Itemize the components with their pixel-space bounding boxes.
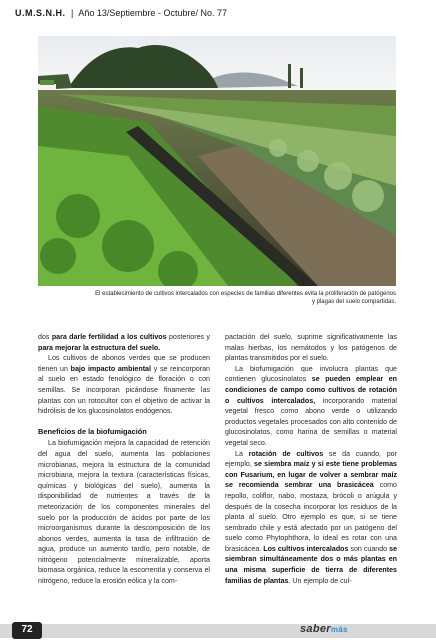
text-run: son cuando <box>348 544 390 553</box>
text-run: como repollo, coliflor, nabo, mostaza, brócoli o arúgula y después de la cosecha incorporar los residuos de la planta al suelo. Otro ejemplo es que, si se tiene sembrado chile y está afectado por un patógeno del suelo como Phytophthora, lo ideal es rotar con una brasicácea. <box>225 481 397 553</box>
right-column <box>225 332 397 586</box>
text-run: pactación del suelo, suprime significativamente las malas hierbas, los nemátodos y los patógenos de plantas transmitidos por el suelo. <box>225 333 397 363</box>
text-run: Los cultivos de abonos verdes que se producen tienen un <box>38 354 210 373</box>
header-separator: | <box>71 8 74 18</box>
text-run: se siembran simultáneamente dos o más plantas en una misma superficie de tierra de diferentes familias de plantas <box>225 544 398 585</box>
right-paragraph-2 <box>225 364 397 449</box>
right-paragraph-1 <box>225 332 397 364</box>
left-paragraph-2 <box>38 353 210 417</box>
logo-main-text: saber <box>300 623 331 635</box>
text-run: . Un ejemplo de cul- <box>288 576 352 585</box>
page-footer <box>0 614 436 640</box>
header-org: U.M.S.N.H. <box>15 8 66 18</box>
text-run: y se reincorporan al suelo en estado fenológico de floración o con semillas. Se incorporan picándose finamente las plantas con un rotocultor con el objetivo de activar la hidrólisis de los glucosinolatos endógenos. <box>38 364 210 416</box>
text-run: Los cultivos intercalados <box>263 544 349 553</box>
left-paragraph-3 <box>38 438 210 586</box>
text-run: incorporando material vegetal fresco como abono verde o utilizando productos vegetales procesados con alto contenido de glucosinolatos, como harina de semillas o material vegetal seco. <box>225 396 397 447</box>
running-header <box>15 8 227 18</box>
logo-accent-text: más <box>330 625 348 634</box>
text-run: para mejorar la estructura del suelo. <box>38 343 161 352</box>
text-run: se siembra maíz y si este tiene problemas con Fusarium, en lugar de volver a sembrar maíz se recomienda sembrar una brasicácea <box>225 460 397 490</box>
crop-field-photo <box>38 36 396 286</box>
text-run: bajo impacto ambiental <box>70 364 151 373</box>
text-run: rotación de cultivos <box>248 449 324 458</box>
text-run: La biofumigación mejora la capacidad de retención del agua del suelo, aumenta las poblaciones microbianas, mejora la estructura de la comunidad microbiana, mejora la textura (características físicas, químicas y biológicas del suelo), aumenta la disponibilidad de nutrientes a través de la meteorización de los componentes minerales del suelo por la producción de ácidos por parte de los microorganismos durante la descomposición de los abonos verdes, aumenta la tasa de infiltración de agua, produce un aumento tardío, pero notable, de nitrógeno potencialmente mineralizable, aporta biomasa orgánica, reduce la escorrentía y conserva el nitrógeno, reduce la erosión eólica y la com- <box>38 439 210 586</box>
page-number: 72 <box>21 624 33 635</box>
text-run: posteriores y <box>166 333 210 341</box>
left-column <box>38 332 210 587</box>
text-run: dos <box>38 333 52 341</box>
text-run: para darle fertilidad a los cultivos <box>51 333 167 341</box>
section-heading: Beneficios de la biofumigación <box>38 426 147 436</box>
text-run: se da cuando, por ejemplo, <box>225 449 397 469</box>
photo-caption <box>38 290 396 306</box>
right-paragraph-3 <box>225 449 397 587</box>
header-issue: Año 13/Septiembre - Octubre/ No. 77 <box>78 8 227 18</box>
caption-line-1: El establecimiento de cultivos intercalados con especies de familias diferentes evita la proliferación de patógenos <box>95 291 396 297</box>
text-run: La <box>235 449 249 458</box>
footer-bar <box>0 624 436 638</box>
left-paragraph-1 <box>38 332 210 353</box>
magazine-logo <box>300 623 348 635</box>
text-run: La biofumigación que involucra plantas que contienen glucosinolatos <box>225 364 397 384</box>
caption-line-2: y plagas del suelo compartidas. <box>311 299 396 305</box>
text-run: se pueden emplear en condiciones de campo como cultivos de rotación o cultivos intercalados, <box>225 375 397 405</box>
